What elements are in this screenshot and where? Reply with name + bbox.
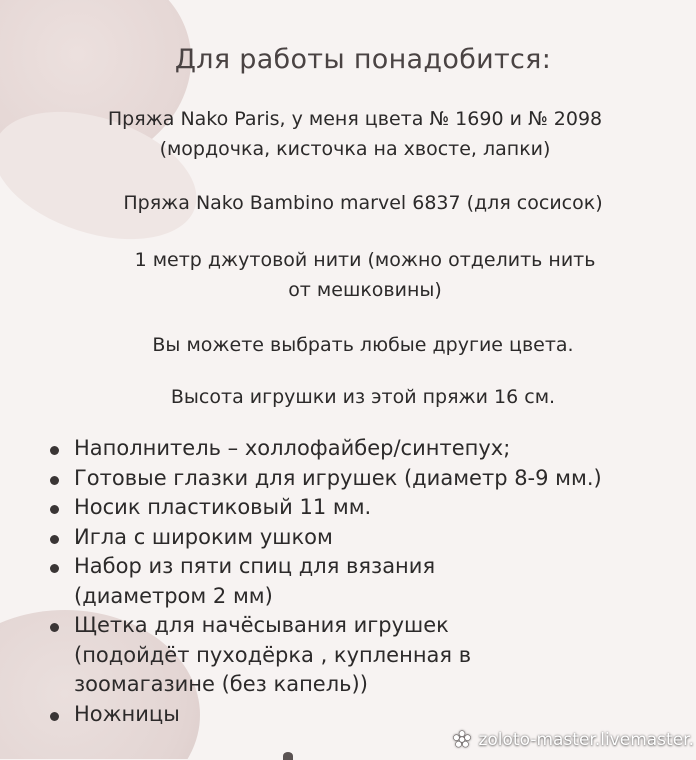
- paragraph-line: Пряжа Nako Paris, у меня цвета № 1690 и № 2098: [107, 108, 603, 130]
- list-item-text: Готовые глазки для игрушек (диаметр 8-9 мм.): [74, 465, 602, 490]
- list-item-text: Щетка для начёсывания игрушек: [74, 613, 449, 637]
- watermark: [451, 729, 694, 751]
- bullet-icon: [50, 535, 59, 544]
- paragraph-line: от мешковины): [288, 279, 442, 301]
- list-item-text: Набор из пяти спиц для вязания: [74, 554, 436, 578]
- list-item: [0, 464, 696, 494]
- bullet-icon: [50, 712, 59, 721]
- list-item: [0, 523, 696, 553]
- list-item-text: Наполнитель – холлофайбер/синтепух;: [74, 436, 511, 460]
- watermark-text: zoloto-master.livemaster.: [478, 730, 694, 750]
- paragraph-yarn-paris: [0, 104, 696, 164]
- list-item: [0, 493, 696, 523]
- materials-list: [0, 434, 696, 729]
- list-item-text: (диаметром 2 мм): [74, 583, 273, 608]
- paragraph-line: 1 метр джутовой нити (можно отделить нить: [134, 249, 596, 271]
- list-item: [0, 700, 696, 730]
- bullet-icon: [50, 505, 59, 514]
- list-item: [0, 552, 696, 611]
- paragraph-line: (мордочка, кисточка на хвосте, лапки): [159, 138, 551, 160]
- list-item: [0, 434, 696, 464]
- paragraph-yarn-bambino: [0, 188, 696, 218]
- flower-logo-icon: [451, 729, 473, 751]
- paragraph-line: Пряжа Nako Bambino marvel 6837 (для сосисок): [123, 192, 603, 214]
- list-item-text: (подойдёт пуходёрка , купленная в: [74, 642, 472, 667]
- paragraph-colors: [0, 330, 696, 360]
- list-item-text: Носик пластиковый 11 мм.: [74, 495, 372, 519]
- bullet-icon: [50, 476, 59, 485]
- bullet-icon: [50, 623, 59, 632]
- paragraph-height: [0, 382, 696, 412]
- bullet-icon: [50, 564, 59, 573]
- list-item-text: Ножницы: [74, 701, 180, 726]
- list-item-text: зоомагазине (без капель)): [74, 672, 368, 696]
- list-item: [0, 611, 696, 700]
- paragraph-jute: [0, 245, 696, 305]
- paragraph-line: Высота игрушки из этой пряжи 16 см.: [170, 386, 556, 408]
- paragraph-line: Вы можете выбрать любые другие цвета.: [152, 334, 574, 356]
- list-item-text: Игла с широким ушком: [74, 524, 333, 549]
- page-title: Для работы понадобится:: [174, 44, 552, 75]
- bullet-icon: [50, 446, 59, 455]
